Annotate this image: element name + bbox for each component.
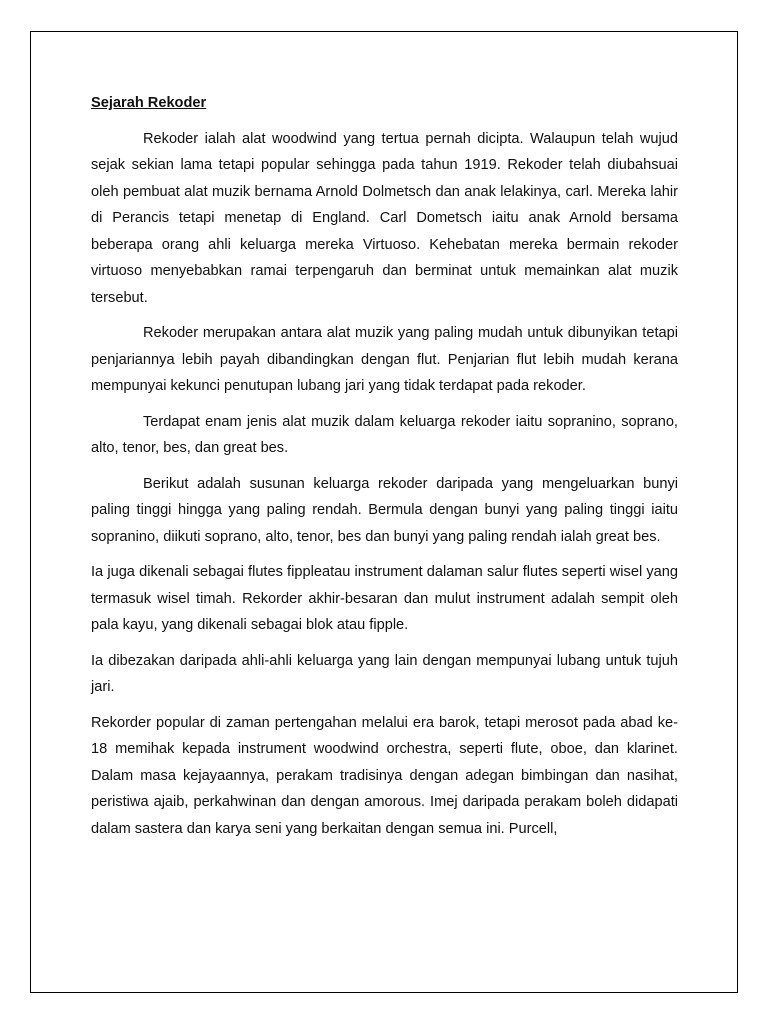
- paragraph-family-types: Terdapat enam jenis alat muzik dalam keluarga rekoder iaitu sopranino, soprano, alto, tenor, bes, dan great bes.: [91, 413, 678, 456]
- paragraph-popularity: Rekorder popular di zaman pertengahan melalui era barok, tetapi merosot pada abad ke-18 memihak kepada instrument woodwind orchestra, seperti flute, oboe, dan klarinet. Dalam masa kejayaannya, perakam tradisinya dengan adegan bimbingan dan nasihat, peristiwa ajaib, perkahwinan dan dengan amorous. Imej daripada perakam boleh didapati dalam sastera dan karya seni yang berkaitan dengan semua ini. Purcell,: [91, 714, 678, 837]
- paragraph-family-order: Berikut adalah susunan keluarga rekoder daripada yang mengeluarkan bunyi paling tinggi hingga yang paling rendah. Bermula dengan bunyi yang paling tinggi iaitu sopranino, diikuti soprano, alto, tenor, bes dan bunyi yang paling rendah ialah great bes.: [91, 475, 678, 545]
- document-body: [91, 90, 678, 851]
- paragraph-seven-holes: Ia dibezakan daripada ahli-ahli keluarga yang lain dengan mempunyai lubang untuk tujuh jari.: [91, 652, 678, 695]
- paragraph-history: Rekoder ialah alat woodwind yang tertua pernah dicipta. Walaupun telah wujud sejak sekian lama tetapi popular sehingga pada tahun 1919. Rekoder telah diubahsuai oleh pembuat alat muzik bernama Arnold Dolmetsch dan anak lelakinya, carl. Mereka lahir di Perancis tetapi menetap di England. Carl Dometsch iaitu anak Arnold bersama beberapa orang ahli keluarga mereka Virtuoso. Kehebatan mereka bermain rekoder virtuoso menyebabkan ramai terpengaruh dan berminat untuk memainkan alat muzik tersebut.: [91, 130, 678, 306]
- document-page: [30, 31, 738, 993]
- paragraph-fipple-flutes: Ia juga dikenali sebagai flutes fippleatau instrument dalaman salur flutes seperti wisel yang termasuk wisel timah. Rekorder akhir-besaran dan mulut instrument adalah sempit oleh pala kayu, yang dikenali sebagai blok atau fipple.: [91, 564, 678, 633]
- document-title: Sejarah Rekoder: [91, 95, 207, 111]
- paragraph-fingering: Rekoder merupakan antara alat muzik yang paling mudah untuk dibunyikan tetapi penjariannya lebih payah dibandingkan dengan flut. Penjarian flut lebih mudah kerana mempunyai kekunci penutupan lubang jari yang tidak terdapat pada rekoder.: [91, 325, 678, 394]
